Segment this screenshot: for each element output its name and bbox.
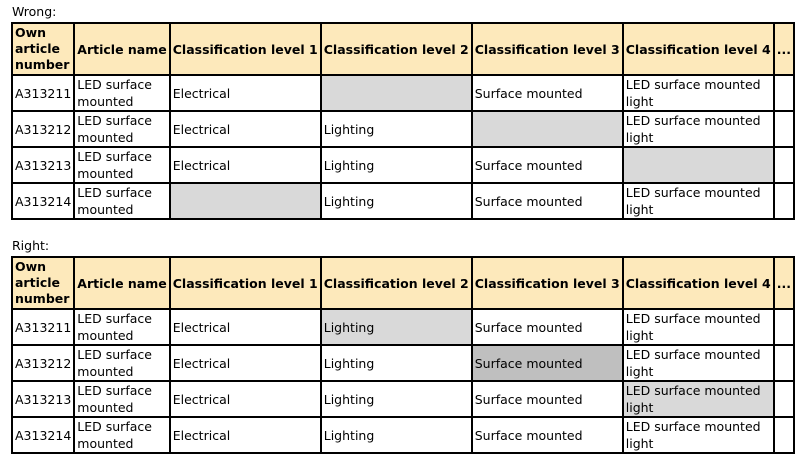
cell-classification-level-1: Electrical bbox=[170, 147, 321, 183]
cell-classification-level-4: LED surface mounted light bbox=[623, 417, 774, 453]
cell-classification-level-4: LED surface mounted light bbox=[623, 111, 774, 147]
cell-article-name: LED surface mounted bbox=[74, 147, 169, 183]
table-row bbox=[12, 309, 794, 345]
cell-classification-level-2: Lighting bbox=[321, 147, 472, 183]
table-row bbox=[12, 147, 794, 183]
cell-classification-level-1: Electrical bbox=[170, 417, 321, 453]
cell-more bbox=[774, 345, 794, 381]
header-classification-level-2: Classification level 2 bbox=[321, 257, 472, 309]
right-caption: Right: bbox=[12, 238, 50, 253]
cell-classification-level-4: LED surface mounted light bbox=[623, 381, 774, 417]
cell-article-number: A313212 bbox=[12, 111, 74, 147]
table-row bbox=[12, 381, 794, 417]
cell-classification-level-3: Surface mounted bbox=[472, 183, 623, 219]
cell-more bbox=[774, 147, 794, 183]
cell-classification-level-1: Electrical bbox=[170, 75, 321, 111]
header-more-columns: ... bbox=[774, 23, 794, 75]
header-classification-level-4: Classification level 4 bbox=[623, 257, 774, 309]
cell-classification-level-3: Surface mounted bbox=[472, 147, 623, 183]
header-classification-level-3: Classification level 3 bbox=[472, 23, 623, 75]
cell-article-number: A313211 bbox=[12, 75, 74, 111]
cell-more bbox=[774, 111, 794, 147]
cell-more bbox=[774, 309, 794, 345]
cell-article-name: LED surface mounted bbox=[74, 309, 169, 345]
cell-article-number: A313214 bbox=[12, 183, 74, 219]
cell-classification-level-2: Lighting bbox=[321, 111, 472, 147]
wrong-caption: Wrong: bbox=[12, 4, 57, 19]
cell-more bbox=[774, 381, 794, 417]
cell-classification-level-1: Electrical bbox=[170, 345, 321, 381]
cell-article-number: A313213 bbox=[12, 147, 74, 183]
cell-article-number: A313213 bbox=[12, 381, 74, 417]
cell-article-number: A313214 bbox=[12, 417, 74, 453]
cell-more bbox=[774, 183, 794, 219]
table-row bbox=[12, 75, 794, 111]
cell-classification-level-3: Surface mounted bbox=[472, 75, 623, 111]
cell-article-name: LED surface mounted bbox=[74, 75, 169, 111]
cell-classification-level-3: Surface mounted bbox=[472, 381, 623, 417]
wrong-classification-table bbox=[11, 22, 795, 220]
header-own-article-number: Own article number bbox=[12, 23, 74, 75]
cell-article-number: A313212 bbox=[12, 345, 74, 381]
header-more-columns: ... bbox=[774, 257, 794, 309]
right-classification-table bbox=[11, 256, 795, 454]
cell-classification-level-3: Surface mounted bbox=[472, 309, 623, 345]
header-row bbox=[12, 257, 794, 309]
cell-classification-level-2: Lighting bbox=[321, 417, 472, 453]
cell-article-name: LED surface mounted bbox=[74, 111, 169, 147]
table-row bbox=[12, 111, 794, 147]
cell-classification-level-2: Lighting bbox=[321, 381, 472, 417]
cell-classification-level-2: Lighting bbox=[321, 309, 472, 345]
table-row bbox=[12, 183, 794, 219]
cell-article-name: LED surface mounted bbox=[74, 381, 169, 417]
cell-classification-level-1: Electrical bbox=[170, 309, 321, 345]
cell-article-name: LED surface mounted bbox=[74, 183, 169, 219]
cell-classification-level-4: LED surface mounted light bbox=[623, 183, 774, 219]
cell-article-name: LED surface mounted bbox=[74, 345, 169, 381]
cell-article-name: LED surface mounted bbox=[74, 417, 169, 453]
table-row bbox=[12, 417, 794, 453]
cell-classification-level-1: Electrical bbox=[170, 381, 321, 417]
cell-classification-level-3 bbox=[472, 111, 623, 147]
header-article-name: Article name bbox=[74, 257, 169, 309]
header-classification-level-1: Classification level 1 bbox=[170, 257, 321, 309]
cell-classification-level-2 bbox=[321, 75, 472, 111]
header-own-article-number: Own article number bbox=[12, 257, 74, 309]
cell-classification-level-3: Surface mounted bbox=[472, 345, 623, 381]
cell-more bbox=[774, 75, 794, 111]
cell-classification-level-4: LED surface mounted light bbox=[623, 345, 774, 381]
cell-classification-level-2: Lighting bbox=[321, 345, 472, 381]
cell-classification-level-3: Surface mounted bbox=[472, 417, 623, 453]
header-classification-level-1: Classification level 1 bbox=[170, 23, 321, 75]
table-row bbox=[12, 345, 794, 381]
cell-more bbox=[774, 417, 794, 453]
header-article-name: Article name bbox=[74, 23, 169, 75]
cell-classification-level-4 bbox=[623, 147, 774, 183]
cell-classification-level-4: LED surface mounted light bbox=[623, 309, 774, 345]
header-classification-level-2: Classification level 2 bbox=[321, 23, 472, 75]
cell-classification-level-4: LED surface mounted light bbox=[623, 75, 774, 111]
header-classification-level-3: Classification level 3 bbox=[472, 257, 623, 309]
cell-classification-level-1 bbox=[170, 183, 321, 219]
cell-classification-level-1: Electrical bbox=[170, 111, 321, 147]
cell-classification-level-2: Lighting bbox=[321, 183, 472, 219]
header-classification-level-4: Classification level 4 bbox=[623, 23, 774, 75]
cell-article-number: A313211 bbox=[12, 309, 74, 345]
header-row bbox=[12, 23, 794, 75]
